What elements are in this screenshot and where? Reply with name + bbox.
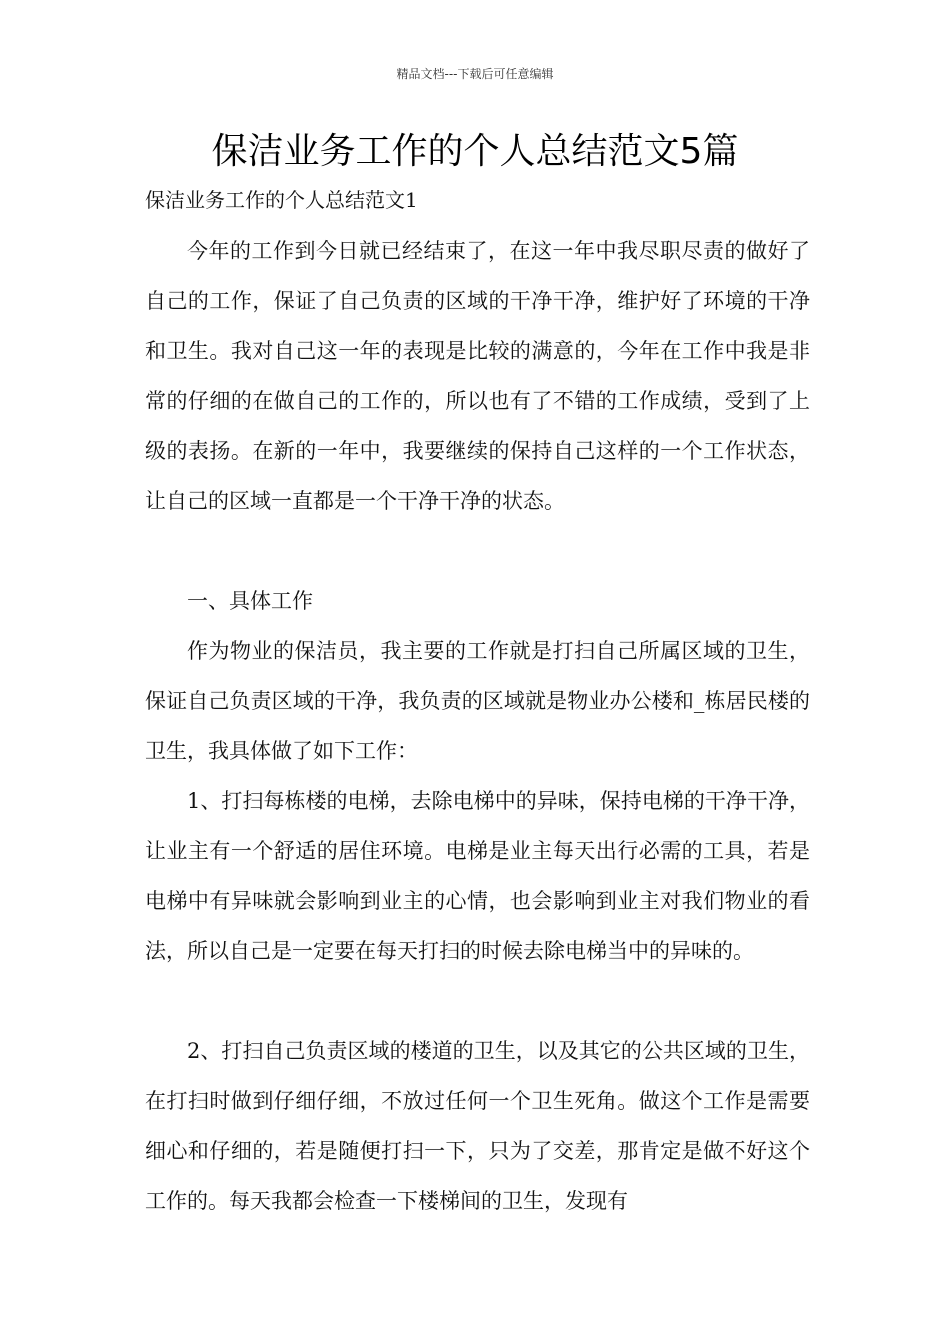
paragraph-item-1: 1、打扫每栋楼的电梯，去除电梯中的异味，保持电梯的干净干净，让业主有一个舒适的居住环境。电梯是业主每天出行必需的工具，若是电梯中有异味就会影响到业主的心情，也会影响到业主对我们物业的看法，所以自己是一定要在每天打扫的时候去除电梯当中的异味的。 — [145, 789, 810, 963]
paragraph-intro: 今年的工作到今日就已经结束了，在这一年中我尽职尽责的做好了自己的工作，保证了自己负责的区域的干净干净，维护好了环境的干净和卫生。我对自己这一年的表现是比较的满意的，今年在工作中我是非常的仔细的在做自己的工作的，所以也有了不错的工作成绩，受到了上级的表扬。在新的一年中，我要继续的保持自己这样的一个工作状态，让自己的区域一直都是一个干净干净的状态。 — [145, 239, 810, 513]
section-subtitle: 保洁业务工作的个人总结范文1 — [145, 188, 418, 212]
section-heading: 一、具体工作 — [187, 589, 313, 613]
document-title: 保洁业务工作的个人总结范文5篇 — [211, 131, 739, 172]
header-note: 精品文档---下载后可任意编辑 — [396, 67, 554, 81]
paragraph-item-2: 2、打扫自己负责区域的楼道的卫生，以及其它的公共区域的卫生，在打扫时做到仔细仔细，不放过任何一个卫生死角。做这个工作是需要细心和仔细的，若是随便打扫一下，只为了交差，那肯定是做不好这个工作的。每天我都会检查一下楼梯间的卫生，发现有 — [145, 1039, 810, 1213]
paragraph-job-description: 作为物业的保洁员，我主要的工作就是打扫自己所属区域的卫生，保证自己负责区域的干净，我负责的区域就是物业办公楼和_栋居民楼的卫生，我具体做了如下工作： — [145, 639, 810, 763]
